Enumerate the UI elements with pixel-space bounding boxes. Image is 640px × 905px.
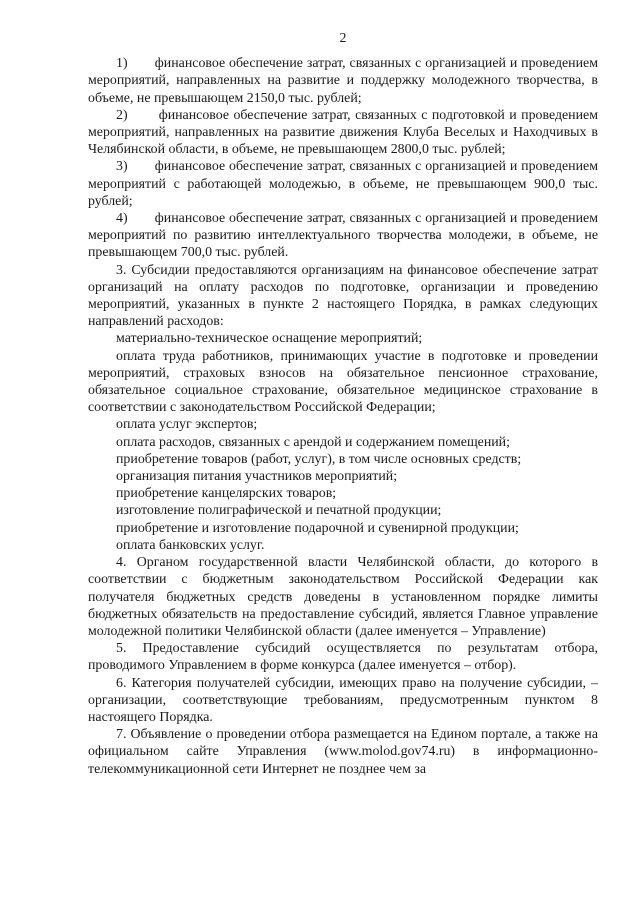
paragraph-section-3: 3. Субсидии предоставляются организациям на финансовое обеспечение затрат организаций на оплату расходов по подготовке, организации и проведению мероприятий, указанных в пункте 2 настоящего Порядка, в рамках следующих направлений расходов:: [88, 262, 598, 330]
expense-item: оплата банковских услуг.: [116, 537, 265, 553]
expense-item: изготовление полиграфической и печатной продукции;: [116, 503, 442, 519]
paragraph-item-1: 1) финансовое обеспечение затрат, связанных с организацией и проведением мероприятий, направленных на развитие и поддержку молодежного творчества, в объеме, не превышающем 2150,0 тыс. рублей;: [88, 56, 598, 106]
paragraph-section-6: 6. Категория получателей субсидии, имеющих право на получение субсидии, – организации, соответствующие требованиям, предусмотренным пунктом 8 настоящего Порядка.: [88, 675, 598, 725]
paragraph-item-2: 2) финансовое обеспечение затрат, связанных с подготовкой и проведением мероприятий, направленных на развитие движения Клуба Веселых и Находчивых в Челябинской области, в объеме, не превышающем 2800,0 тыс. рублей;: [88, 107, 598, 158]
paragraph-section-5: 5. Предоставление субсидий осуществляется по результатам отбора, проводимого Управлением в форме конкурса (далее именуется – отбор).: [88, 641, 598, 674]
paragraph-section-7: 7. Объявление о проведении отбора размещается на Едином портале, а также на официальном сайте Управления (www.molod.gov74.ru) в информационно-телекоммуникационной сети Интернет не позднее чем за: [88, 727, 598, 777]
expense-item: приобретение канцелярских товаров;: [116, 486, 337, 502]
page-number: 2: [339, 31, 347, 46]
expense-item: оплата услуг экспертов;: [116, 417, 258, 433]
paragraph-item-3: 3) финансовое обеспечение затрат, связанных с организацией и проведением мероприятий с работающей молодежью, в объеме, не превышающем 900,0 тыс. рублей;: [88, 159, 598, 209]
paragraph-item-4: 4) финансовое обеспечение затрат, связанных с организацией и проведением мероприятий по развитию интеллектуального творчества молодежи, в объеме, не превышающем 700,0 тыс. рублей.: [88, 211, 598, 261]
expense-item: приобретение и изготовление подарочной и сувенирной продукции;: [116, 520, 519, 536]
expense-item: приобретение товаров (работ, услуг), в том числе основных средств;: [116, 451, 522, 467]
expense-item: материально-техническое оснащение мероприятий;: [116, 331, 423, 347]
expense-item: оплата расходов, связанных с арендой и содержанием помещений;: [116, 434, 510, 450]
expense-item: оплата труда работников, принимающих участие в подготовке и проведении мероприятий, страховых взносов на обязательное пенсионное страхование, обязательное социальное страхование, обязательное медицинское страхование в соответствии с законодательством Российской Федерации;: [88, 348, 598, 416]
expense-item: организация питания участников мероприятий;: [116, 469, 398, 485]
paragraph-section-4: 4. Органом государственной власти Челябинской области, до которого в соответствии с бюджетным законодательством Российской Федерации как получателя бюджетных средств доведены в установленном порядке лимиты бюджетных обязательств на предоставление субсидий, является Главное управление молодежной политики Челябинской области (далее именуется – Управление): [88, 555, 598, 639]
